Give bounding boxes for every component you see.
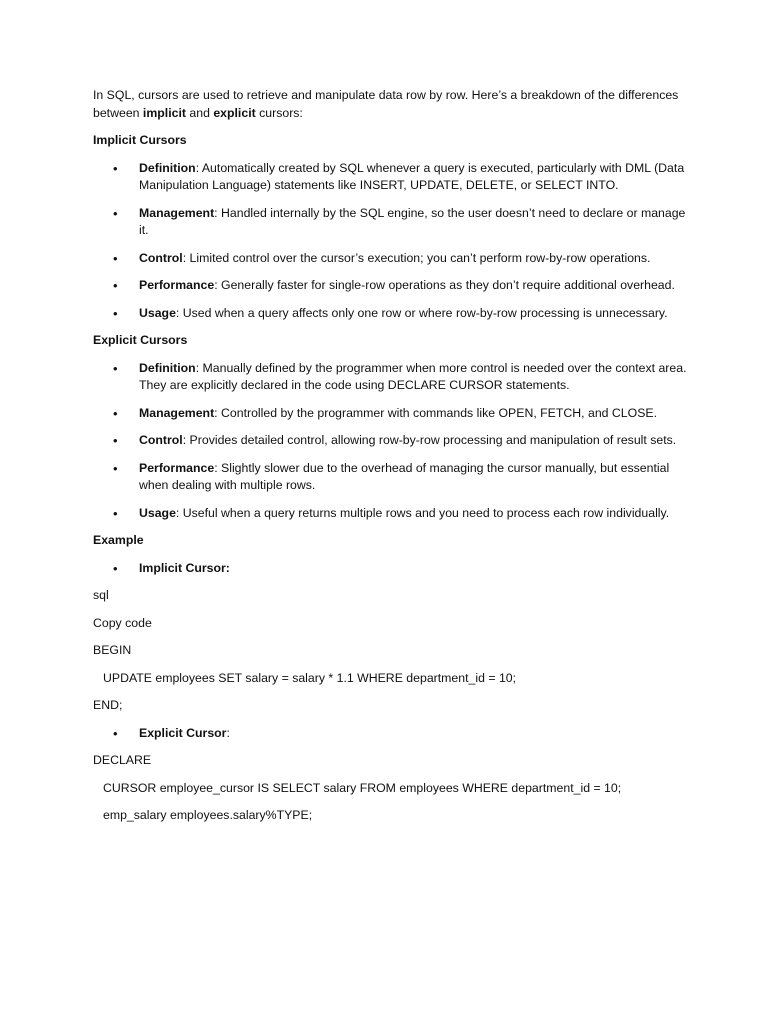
implicit-cursor-label: Implicit Cursor [139, 560, 226, 575]
explicit-example-list [93, 725, 693, 743]
item-term: Performance [139, 278, 215, 292]
bullet-icon: • [113, 405, 118, 421]
item-text: : Handled internally by the SQL engine, so the user doesn’t need to declare or manage it. [139, 205, 686, 237]
bullet-icon: • [113, 305, 118, 321]
list-item [93, 560, 693, 578]
implicit-cursors-heading: Implicit Cursors [93, 133, 187, 147]
bullet-icon: • [113, 560, 118, 576]
document-page [93, 87, 693, 835]
intro-bold-implicit: implicit [142, 105, 186, 120]
bullet-icon: • [113, 160, 118, 176]
intro-text-2: and [185, 105, 214, 120]
bullet-icon: • [113, 460, 118, 476]
intro-paragraph [93, 87, 693, 122]
bullet-icon: • [113, 360, 118, 376]
bullet-icon: • [113, 505, 118, 521]
list-item [93, 205, 693, 240]
implicit-example-list [93, 560, 693, 578]
code-line: emp_salary employees.salary%TYPE; [103, 808, 313, 822]
example-heading: Example [93, 533, 144, 547]
copy-code-button[interactable]: Copy code [93, 615, 152, 630]
item-text: : Generally faster for single-row operations as they don’t require additional overhead. [214, 278, 675, 292]
item-text: : Slightly slower due to the overhead of managing the cursor manually, but essential when dealing with multiple rows. [139, 460, 670, 492]
item-term: Usage [139, 305, 176, 320]
code-line: BEGIN [93, 643, 132, 657]
item-term: Definition [139, 160, 196, 175]
item-text: : Provides detailed control, allowing row-by-row processing and manipulation of result sets. [182, 433, 677, 447]
list-item [93, 432, 693, 450]
bullet-icon: • [113, 278, 118, 293]
code-line: UPDATE employees SET salary = salary * 1.1 WHERE department_id = 10; [103, 670, 517, 685]
explicit-cursor-label: Explicit Cursor [139, 725, 227, 740]
list-item [93, 250, 693, 268]
label-colon: : [226, 725, 230, 740]
list-item [93, 725, 693, 743]
list-item [93, 405, 693, 423]
list-item [93, 160, 693, 195]
intro-text-1: In SQL, cursors are used to retrieve and manipulate data row by row. Here’s a breakdown of the differences between [93, 88, 679, 120]
label-colon: : [225, 560, 230, 575]
list-item [93, 277, 693, 295]
code-line: END; [93, 698, 123, 712]
list-item [93, 460, 693, 495]
explicit-cursors-heading: Explicit Cursors [93, 333, 188, 347]
item-term: Usage [139, 505, 176, 520]
item-text: : Automatically created by SQL whenever a query is executed, particularly with DML (Data Manipulation Language) statements like INSERT, UPDATE, DELETE, or SELECT INTO. [139, 160, 685, 192]
code-line: CURSOR employee_cursor IS SELECT salary FROM employees WHERE department_id = 10; [103, 780, 622, 795]
explicit-cursors-list [93, 360, 693, 523]
item-text: : Limited control over the cursor’s execution; you can’t perform row-by-row operations. [182, 250, 651, 265]
intro-text-3: cursors: [255, 105, 303, 120]
item-term: Control [139, 250, 183, 265]
bullet-icon: • [113, 725, 118, 741]
code-language-label: sql [93, 588, 109, 602]
item-term: Management [139, 405, 215, 420]
implicit-cursors-list [93, 160, 693, 323]
bullet-icon: • [113, 250, 118, 266]
item-term: Management [139, 205, 215, 220]
item-term: Control [139, 433, 183, 447]
item-text: : Controlled by the programmer with commands like OPEN, FETCH, and CLOSE. [214, 405, 658, 420]
list-item [93, 305, 693, 323]
item-term: Definition [139, 360, 196, 375]
item-text: : Used when a query affects only one row or where row-by-row processing is unnecessary. [175, 305, 668, 320]
bullet-icon: • [113, 205, 118, 221]
list-item [93, 505, 693, 523]
list-item [93, 360, 693, 395]
code-line: DECLARE [93, 753, 152, 767]
bullet-icon: • [113, 433, 118, 448]
item-term: Performance [139, 460, 215, 475]
item-text: : Useful when a query returns multiple rows and you need to process each row individually. [175, 505, 670, 520]
item-text: : Manually defined by the programmer when more control is needed over the context area. They are explicitly declared in the code using DECLARE CURSOR statements. [139, 360, 687, 392]
intro-bold-explicit: explicit [213, 105, 256, 120]
